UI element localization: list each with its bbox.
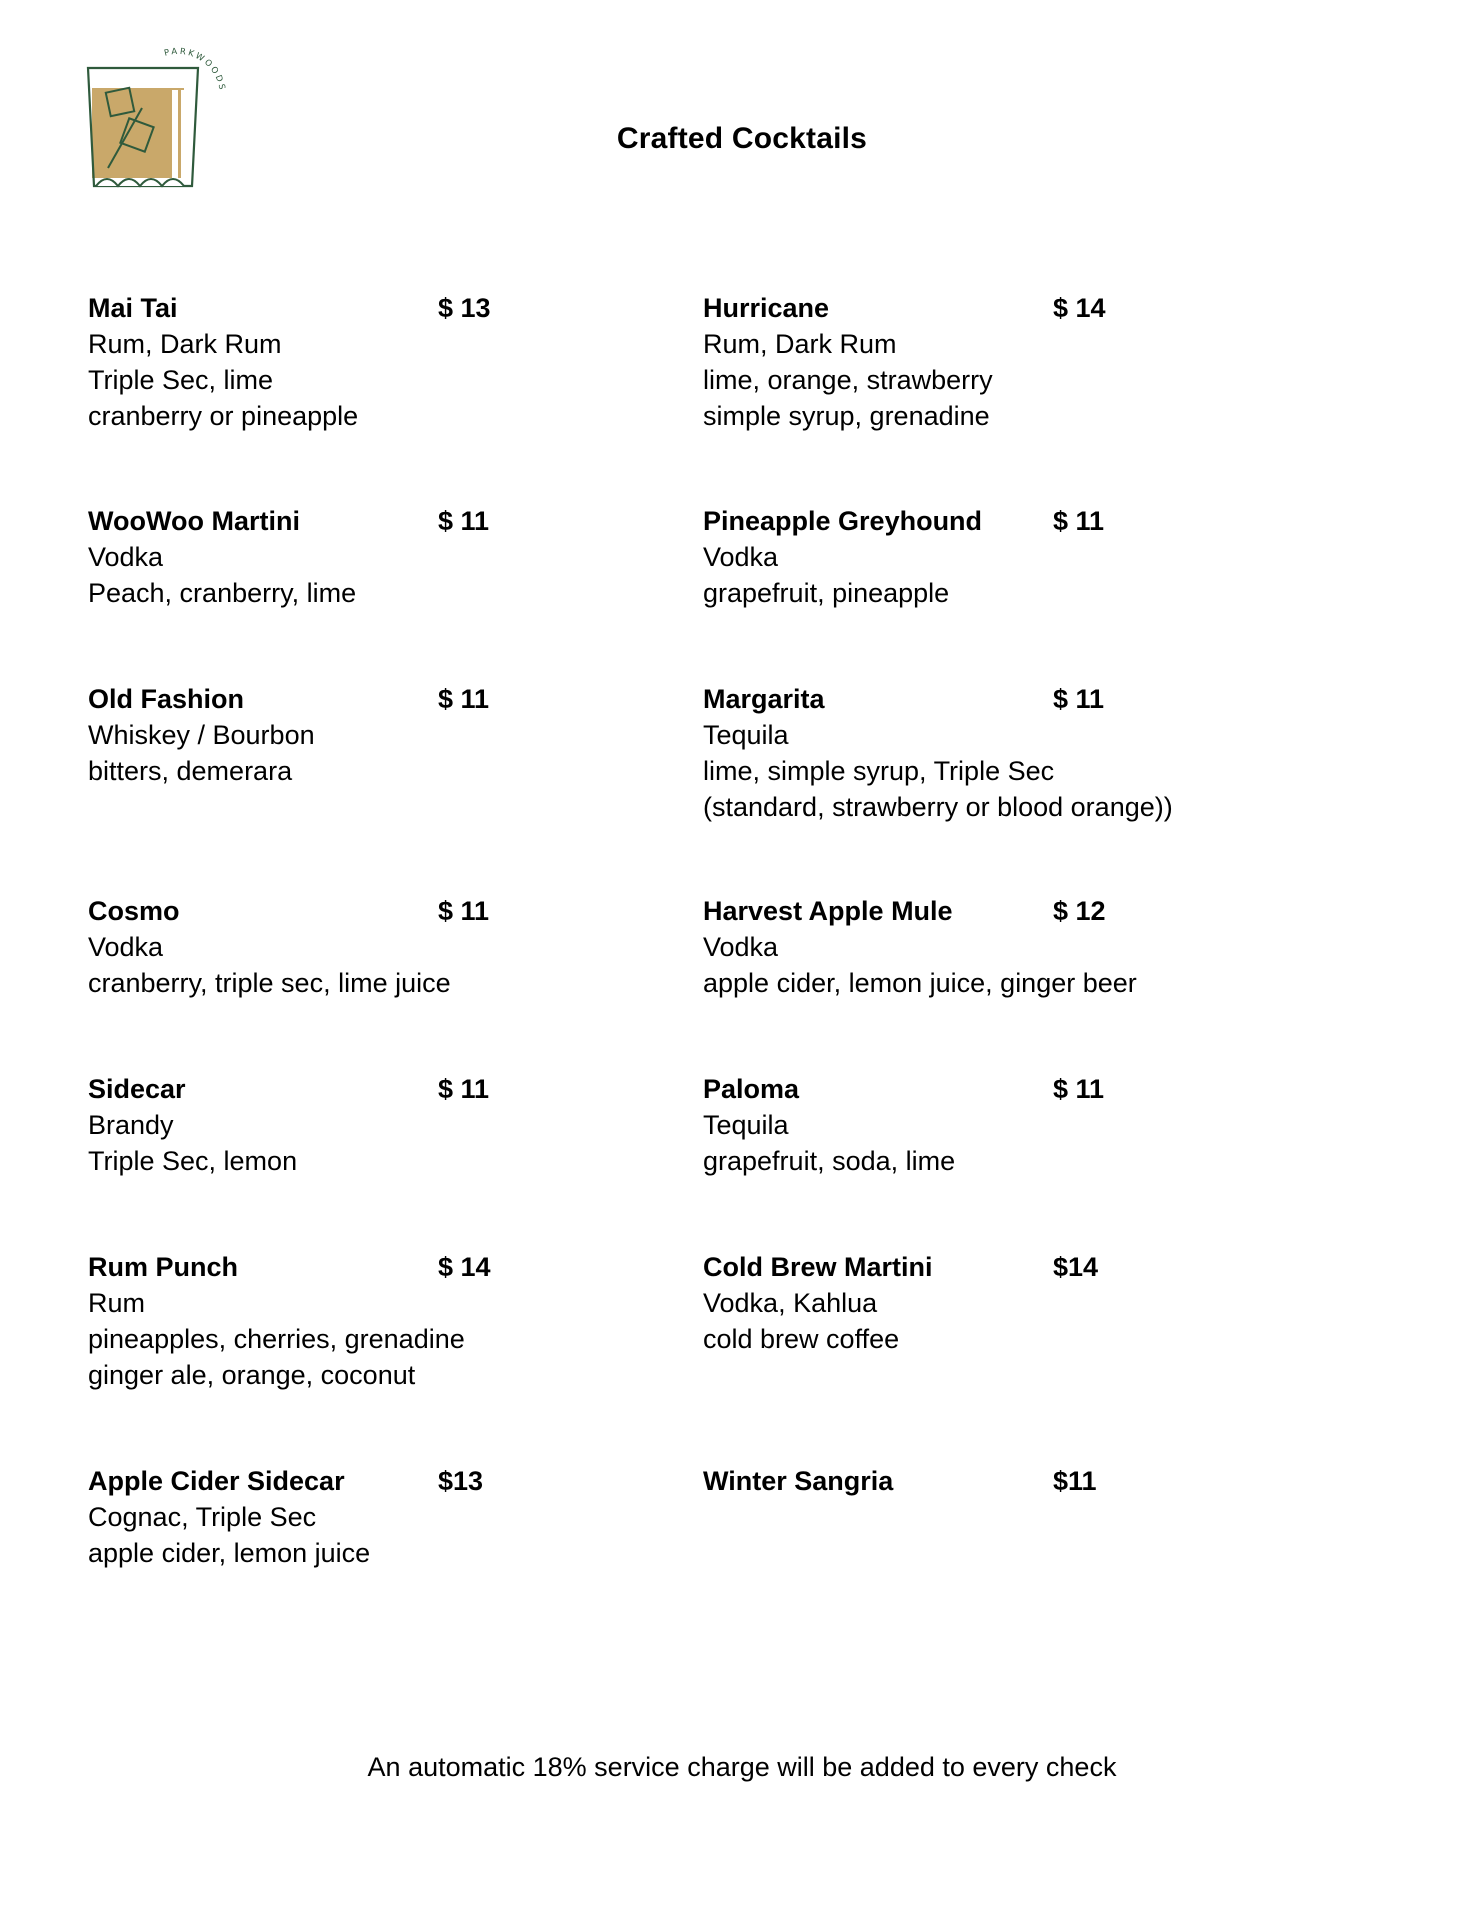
item-ingredients: Vodka [703, 542, 779, 572]
item-ingredients: lime, orange, strawberry [703, 365, 993, 395]
item-price: $ 11 [438, 506, 490, 536]
item-ingredients: apple cider, lemon juice, ginger beer [703, 968, 1137, 998]
item-ingredients: grapefruit, pineapple [703, 578, 950, 608]
item-ingredients: apple cider, lemon juice [88, 1538, 371, 1568]
menu-item [88, 1249, 491, 1393]
item-ingredients: grapefruit, soda, lime [703, 1146, 956, 1176]
menu-item [88, 1071, 490, 1179]
item-ingredients: Cognac, Triple Sec [88, 1502, 317, 1532]
item-ingredients: Triple Sec, lemon [88, 1146, 298, 1176]
item-ingredients: Whiskey / Bourbon [88, 720, 315, 750]
menu-item [703, 1071, 1105, 1179]
service-charge-note: An automatic 18% service charge will be added to every check [367, 1752, 1117, 1782]
menu-item [703, 290, 1106, 434]
item-price: $ 14 [1053, 293, 1106, 323]
item-name: Pineapple Greyhound [703, 506, 983, 536]
item-ingredients: Vodka [88, 932, 164, 962]
item-price: $13 [438, 1466, 484, 1496]
item-ingredients: cranberry or pineapple [88, 401, 359, 431]
menu-item [703, 503, 1105, 611]
item-ingredients: bitters, demerara [88, 756, 293, 786]
item-price: $ 13 [438, 293, 491, 323]
item-price: $ 11 [1053, 1074, 1105, 1104]
item-price: $ 11 [438, 1074, 490, 1104]
item-ingredients: cold brew coffee [703, 1324, 900, 1354]
item-price: $11 [1053, 1466, 1097, 1496]
item-name: Apple Cider Sidecar [88, 1466, 345, 1496]
item-name: WooWoo Martini [88, 506, 300, 536]
item-price: $ 11 [438, 896, 490, 926]
item-name: Cosmo [88, 896, 180, 926]
item-name: Sidecar [88, 1074, 186, 1104]
item-name: Rum Punch [88, 1252, 239, 1282]
item-ingredients: pineapples, cherries, grenadine [88, 1324, 465, 1354]
item-name: Cold Brew Martini [703, 1252, 933, 1282]
page-title: Crafted Cocktails [616, 122, 868, 155]
item-ingredients: Tequila [703, 720, 789, 750]
item-ingredients: Brandy [88, 1110, 174, 1140]
item-ingredients: Peach, cranberry, lime [88, 578, 357, 608]
menu-item [703, 1249, 1099, 1357]
menu-item [88, 503, 490, 611]
item-name: Winter Sangria [703, 1466, 894, 1496]
parkwoods-logo [80, 28, 245, 198]
menu-item [88, 1463, 484, 1571]
item-ingredients: lime, simple syrup, Triple Sec [703, 756, 1055, 786]
item-name: Hurricane [703, 293, 830, 323]
item-price: $ 11 [438, 684, 490, 714]
item-ingredients: Vodka [703, 932, 779, 962]
item-ingredients: Vodka, Kahlua [703, 1288, 878, 1318]
logo-base [96, 179, 184, 186]
item-name: Old Fashion [88, 684, 245, 714]
item-ingredients: Rum, Dark Rum [88, 329, 282, 359]
menu-item [88, 681, 490, 789]
item-price: $ 11 [1053, 506, 1105, 536]
item-ingredients: Rum [88, 1288, 146, 1318]
item-name: Margarita [703, 684, 825, 714]
menu-item [703, 1463, 1097, 1499]
item-ingredients: Tequila [703, 1110, 789, 1140]
item-price: $ 12 [1053, 896, 1106, 926]
menu-item [703, 893, 1137, 1001]
menu-item [88, 290, 491, 434]
item-ingredients: (standard, strawberry or blood orange)) [703, 792, 1173, 822]
item-name: Paloma [703, 1074, 800, 1104]
menu-item [703, 681, 1173, 825]
item-ingredients: Rum, Dark Rum [703, 329, 897, 359]
logo-text: PARKWOODS [163, 46, 227, 93]
item-ingredients: cranberry, triple sec, lime juice [88, 968, 451, 998]
item-ingredients: Triple Sec, lime [88, 365, 274, 395]
item-ingredients: ginger ale, orange, coconut [88, 1360, 416, 1390]
item-price: $14 [1053, 1252, 1099, 1282]
item-ingredients: simple syrup, grenadine [703, 401, 990, 431]
item-name: Harvest Apple Mule [703, 896, 953, 926]
item-name: Mai Tai [88, 293, 178, 323]
item-ingredients: Vodka [88, 542, 164, 572]
menu-item [88, 893, 490, 1001]
item-price: $ 11 [1053, 684, 1105, 714]
item-price: $ 14 [438, 1252, 491, 1282]
